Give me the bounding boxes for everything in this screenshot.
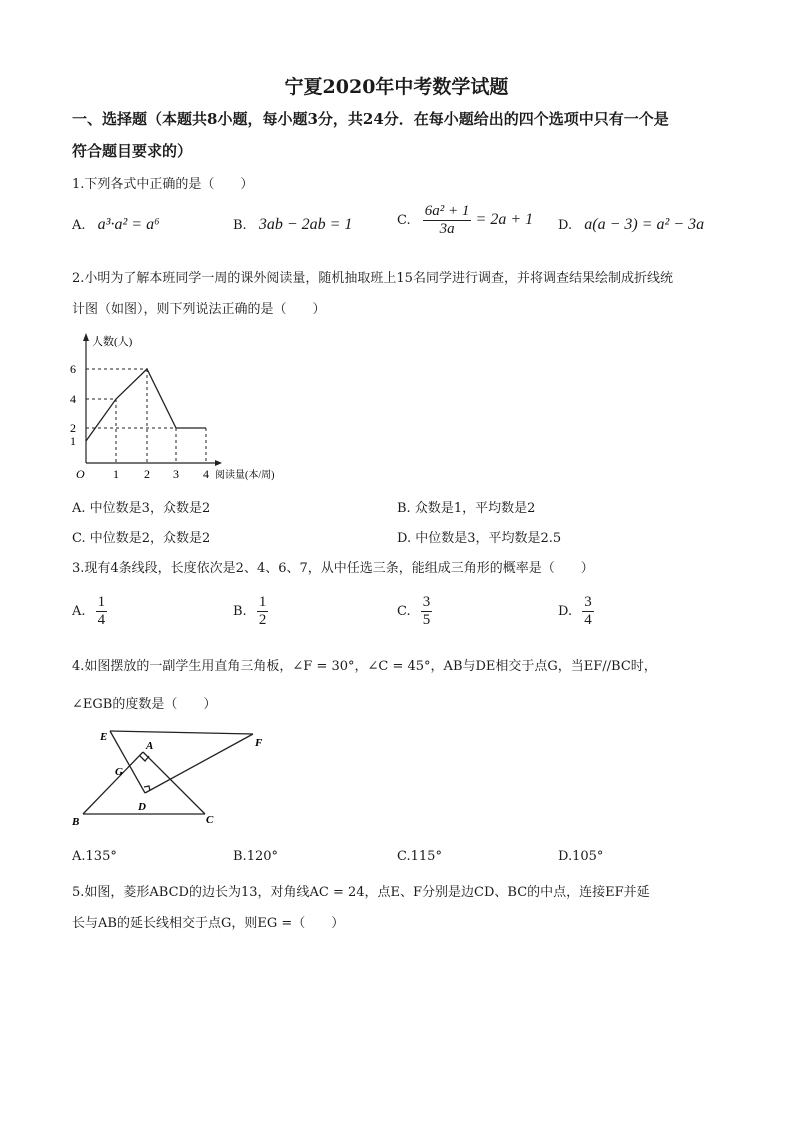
question-4-option-a: A.135°	[72, 849, 117, 864]
question-2-option-a: A. 中位数是3，众数是2	[72, 501, 211, 516]
y-axis-label: 人数(人)	[92, 336, 133, 348]
question-4-option-d: D.105°	[558, 849, 604, 864]
option-label: C.	[397, 213, 411, 228]
svg-text:4: 4	[203, 467, 209, 481]
fraction: $\frac{\text{6a² + 1}}{3a}$	[424, 203, 470, 237]
page-title: 宁夏2020年中考数学试题	[284, 76, 509, 98]
svg-text:E: E	[100, 731, 108, 743]
option-label: D.	[558, 218, 573, 233]
fraction: $\frac{1}{2}$	[258, 594, 267, 628]
section-heading-line1: 一、选择题（本题共8小题，每小题3分，共24分．在每小题给出的四个选项中只有一个是	[72, 110, 669, 128]
question-4-option-c: C.115°	[397, 849, 442, 864]
reading-line-chart	[60, 320, 320, 490]
question-5-stem-line2: 长与AB的延长线相交于点G，则EG =（ ）	[72, 916, 345, 931]
x-axis-arrow-icon	[215, 460, 222, 466]
option-math: 3ab − 2ab = 1	[258, 216, 353, 233]
svg-text:1: 1	[113, 467, 119, 481]
question-5-stem-line1: 5.如图，菱形ABCD的边长为13，对角线AC = 24，点E、F分别是边CD、BC的中点，连接EF并延	[72, 885, 650, 900]
option-math: a³·a² = a⁶	[97, 216, 160, 233]
svg-text:3: 3	[173, 467, 179, 481]
question-2-stem-line2: 计图（如图），则下列说法正确的是（ ）	[72, 302, 326, 317]
question-1-option-d	[558, 216, 704, 234]
option-label: A.	[72, 218, 86, 233]
x-axis-label: 阅读量(本/周)	[215, 470, 275, 481]
question-4-stem-line2: ∠EGB的度数是（ ）	[72, 697, 217, 712]
svg-text:D: D	[138, 801, 146, 813]
fraction: $\frac{1}{4}$	[97, 594, 106, 628]
question-2-option-b: B. 众数是1，平均数是2	[397, 501, 536, 516]
question-2-option-d: D. 中位数是3，平均数是2.5	[397, 531, 562, 546]
svg-text:A: A	[146, 740, 154, 752]
question-4-stem-line1: 4.如图摆放的一副学生用直角三角板，∠F = 30°，∠C = 45°，AB与DE相交于点G，当EF//BC时，	[72, 659, 657, 674]
question-2-stem-line1: 2.小明为了解本班同学一周的课外阅读量，随机抽取班上15名同学进行调查，并将调查结果绘制成折线统	[72, 271, 673, 286]
svg-text:2: 2	[144, 467, 150, 481]
triangle-figure	[60, 720, 280, 835]
question-3-option-b: B. $\frac{1}{2}$	[233, 594, 267, 628]
data-line	[86, 369, 206, 441]
question-4-option-b: B.120°	[233, 849, 279, 864]
svg-text:G: G	[115, 766, 123, 778]
question-3-option-a: A. $\frac{1}{4}$	[72, 594, 106, 628]
svg-text:F: F	[255, 737, 263, 749]
y-axis-arrow-icon	[83, 333, 89, 341]
question-3-stem: 3.现有4条线段，长度依次是2、4、6、7，从中任选三条，能组成三角形的概率是（ ）	[72, 561, 594, 576]
question-3-option-c: C. $\frac{3}{5}$	[397, 594, 431, 628]
svg-text:6: 6	[70, 362, 76, 376]
option-math: a(a − 3) = a² − 3a	[584, 216, 705, 233]
section-heading-line2: 符合题目要求的）	[72, 142, 193, 160]
fraction: $\frac{3}{4}$	[584, 594, 592, 628]
question-1-option-b	[233, 216, 352, 234]
svg-text:B: B	[72, 816, 80, 828]
svg-text:4: 4	[70, 392, 76, 406]
svg-text:O: O	[76, 467, 85, 481]
question-3-option-d: D. $\frac{3}{4}$	[558, 594, 592, 628]
question-2-option-c: C. 中位数是2，众数是2	[72, 531, 211, 546]
svg-text:C: C	[206, 814, 214, 826]
svg-text:1: 1	[70, 434, 76, 448]
question-1-option-a	[72, 216, 160, 234]
option-label: B.	[233, 218, 247, 233]
question-1-option-c: C. $\frac{\text{6a² + 1}}{3a}$ = 2a + 1	[397, 203, 534, 237]
question-1-stem: 1.下列各式中正确的是（ ）	[72, 177, 254, 192]
svg-text:2: 2	[70, 421, 76, 435]
fraction: $\frac{3}{5}$	[422, 594, 431, 628]
